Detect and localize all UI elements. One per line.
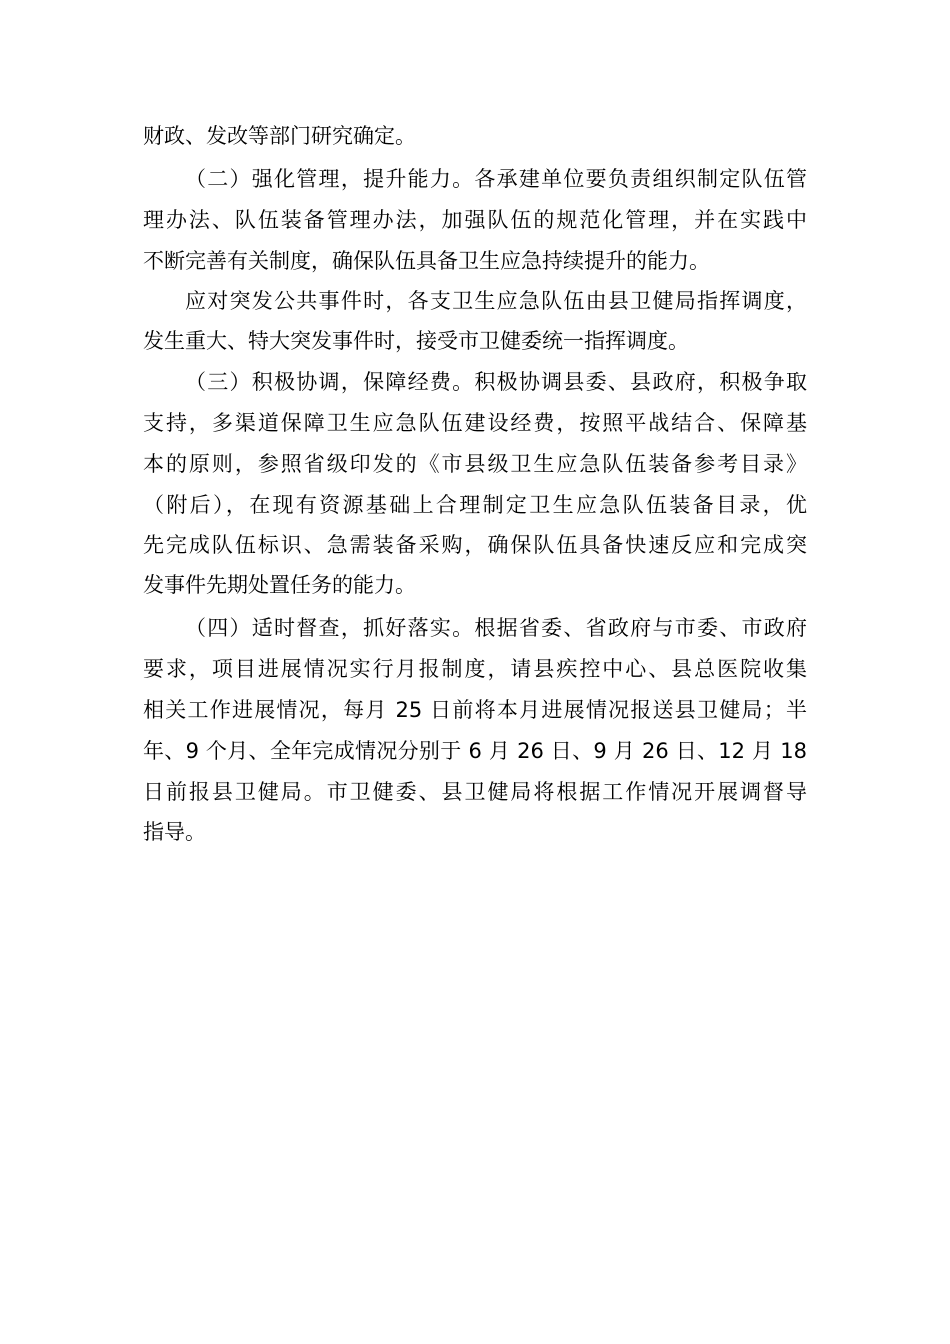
paragraph-2-line-1: （二）强化管理，提升能力。各承建单位要负责组织制定队伍管 — [185, 167, 807, 191]
paragraph-1-line-1: 财政、发改等部门研究确定。 — [143, 124, 416, 148]
paragraph-2-line-2: 理办法、队伍装备管理办法，加强队伍的规范化管理，并在实践中 — [143, 208, 807, 232]
paragraph-2-line-3: 不断完善有关制度，确保队伍具备卫生应急持续提升的能力。 — [143, 249, 710, 273]
paragraph-4-line-6: 发事件先期处置任务的能力。 — [143, 573, 416, 597]
paragraph-4-line-4: （附后），在现有资源基础上合理制定卫生应急队伍装备目录，优 — [143, 493, 807, 517]
paragraph-5-line-4: 年、9 个月、全年完成情况分别于 6 月 26 日、9 月 26 日、12 月 18 — [143, 739, 807, 763]
paragraph-3-line-2: 发生重大、特大突发事件时，接受市卫健委统一指挥调度。 — [143, 329, 689, 353]
paragraph-5-line-2: 要求，项目进展情况实行月报制度，请县疾控中心、县总医院收集 — [143, 657, 807, 681]
paragraph-3-line-1: 应对突发公共事件时，各支卫生应急队伍由县卫健局指挥调度， — [185, 289, 807, 313]
paragraph-4-line-5: 先完成队伍标识、急需装备采购，确保队伍具备快速反应和完成突 — [143, 533, 807, 557]
paragraph-5-line-6: 指导。 — [143, 820, 206, 844]
paragraph-4-line-2: 支持，多渠道保障卫生应急队伍建设经费，按照平战结合、保障基 — [143, 411, 807, 435]
paragraph-5-line-1: （四）适时督查，抓好落实。根据省委、省政府与市委、市政府 — [185, 616, 807, 640]
paragraph-4-line-3: 本的原则，参照省级印发的《市县级卫生应急队伍装备参考目录》 — [143, 452, 807, 476]
paragraph-4-line-1: （三）积极协调，保障经费。积极协调县委、县政府，积极争取 — [185, 370, 807, 394]
paragraph-5-line-5: 日前报县卫健局。市卫健委、县卫健局将根据工作情况开展调督导 — [143, 780, 807, 804]
paragraph-5-line-3: 相关工作进展情况，每月 25 日前将本月进展情况报送县卫健局；半 — [143, 698, 807, 722]
